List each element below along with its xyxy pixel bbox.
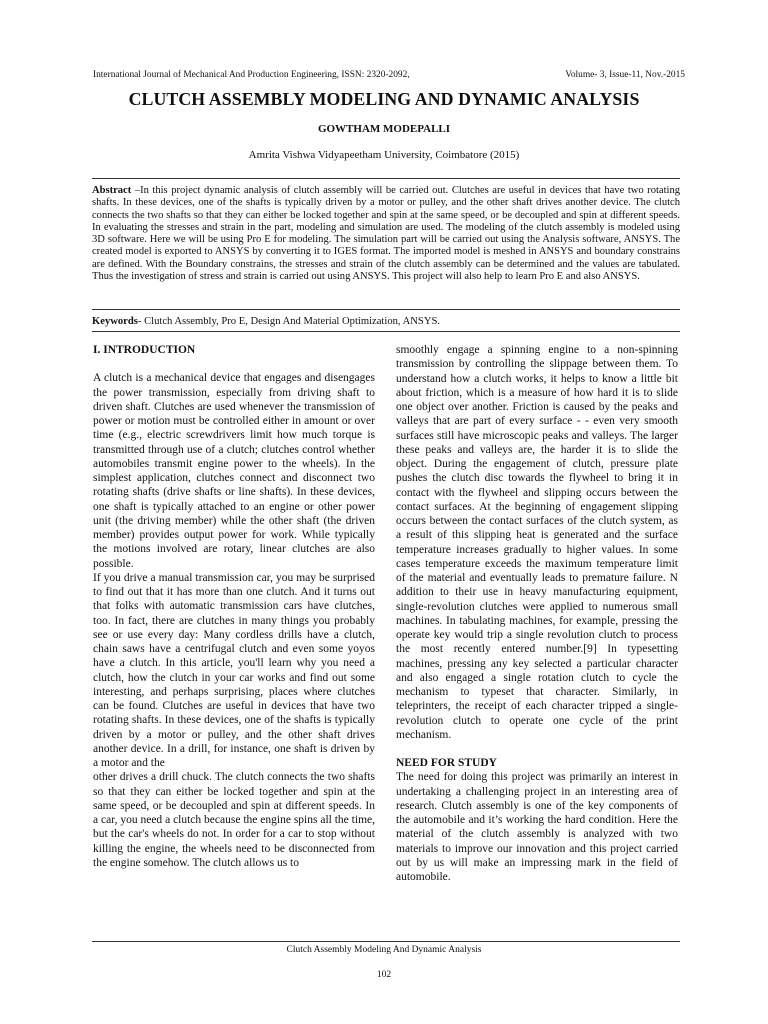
section-heading-need-for-study: NEED FOR STUDY bbox=[396, 757, 497, 769]
paper-author: GOWTHAM MODEPALLI bbox=[317, 123, 451, 135]
abstract-text: –In this project dynamic analysis of clutch assembly will be carried out. Clutches are useful in devices that have two rotating shafts. In these devices, one of the shafts is typically driven by a motor or pulley, and the other shaft drives another device. The clutch connects the two shafts so that they can either be locked together and spin at the same speed, or be decoupled and spin at different speeds. In evaluating the stresses and strain in the part, modeling and simulation are used. The modeling of the clutch assembly is modeled using 3D software. Here we will be using Pro E for modeling. The simulation part will be carried out using the Analysis software, ANSYS. The created model is exported to ANSYS by converting it to IGES format. The imported model is meshed in ANSYS and boundary constrains are defined. With the Boundary constrains, the stresses and strain of the clutch assembly can be determined and the values are tabulated. Thus the investigation of stress and strain is carried out using ANSYS. This project will also help to learn Pro E and also ANSYS. bbox=[92, 185, 680, 283]
page-number: 102 bbox=[376, 970, 392, 980]
keywords-bottom-rule bbox=[92, 331, 680, 332]
abstract-top-rule bbox=[92, 178, 680, 179]
keywords-text: - Clutch Assembly, Pro E, Design And Material Optimization, ANSYS. bbox=[137, 316, 441, 327]
keywords-label: Keywords bbox=[92, 316, 138, 327]
keywords bbox=[92, 316, 680, 327]
keywords-top-rule bbox=[92, 309, 680, 310]
abstract-label: Abstract bbox=[92, 185, 132, 196]
paper-title: CLUTCH ASSEMBLY MODELING AND DYNAMIC ANALYSIS bbox=[128, 89, 640, 109]
intro-paragraph-3: other drives a drill chuck. The clutch connects the two shafts so that they can either be locked together and spin at the same speed, or be decoupled and spin at different speeds. In a car, you need a clutch because the engine spins all the time, but the car's wheels do not. In order for a car to stop without killing the engine, the wheels need to be disconnected from the engine somehow. The clutch allows us to bbox=[93, 771, 375, 869]
need-paragraph: The need for doing this project was primarily an interest in undertaking a challenging project in an interesting area of research. Clutch assembly is one of the key components of the automobile and it’s working the hard condition. Here the material of the clutch assembly is analyzed with two materials to improve our innovation and this project carried out by us will make an impressing mark in the field of automobile. bbox=[396, 771, 678, 883]
footer-title: Clutch Assembly Modeling And Dynamic Analysis bbox=[286, 945, 482, 955]
intro-paragraph-4: smoothly engage a spinning engine to a non-spinning transmission by controlling the slippage between them. To understand how a clutch works, it helps to know a little bit about friction, which is a measure of how hard it is to slide one object over another. Friction is caused by the peaks and valleys that are part of every surface - - even very smooth surfaces still have microscopic peaks and valleys. The larger these peaks and valleys are, the harder it is to slide the object. During the engagement of clutch, pressure plate pushes the clutch disc towards the flywheel to bring it in contact with the flywheel and slipping occurs between the contact surfaces. At the beginning of engagement slipping occurs between the contact surfaces of the clutch system, as a result of this slipping heat is generated and the surface temperature increases gradually to higher values. In some cases temperature exceeds the maximum temperature limit of the material and eventually leads to premature failure. N addition to their use in heavy manufacturing equipment, single-revolution clutches were applied to numerous small machines. In tabulating machines, for example, pressing the operate key would trip a single revolution clutch to process the most recently entered number.[9] In typesetting machines, pressing any key selected a particular character and also engaged a single rotation clutch to cycle the mechanism to typeset that character. Similarly, in teleprinters, the receipt of each character tripped a single-revolution clutch to operate one cycle of the print mechanism. bbox=[396, 344, 678, 741]
section-heading-introduction: I. INTRODUCTION bbox=[93, 344, 196, 356]
journal-name: International Journal of Mechanical And Production Engineering, ISSN: 2320-2092, bbox=[93, 70, 410, 80]
left-column bbox=[93, 343, 375, 870]
author-affiliation: Amrita Vishwa Vidyapeetham University, Coimbatore (2015) bbox=[248, 149, 520, 161]
journal-header bbox=[93, 70, 685, 80]
journal-volume: Volume- 3, Issue-11, Nov.-2015 bbox=[565, 70, 685, 80]
right-column bbox=[396, 343, 678, 884]
abstract bbox=[92, 185, 680, 283]
intro-paragraph-2: If you drive a manual transmission car, you may be surprised to find out that it has more than one clutch. And it turns out that folks with automatic transmission cars have clutches, too. In fact, there are clutches in many things you probably see or use every day: Many cordless drills have a clutch, chain saws have a centrifugal clutch and even some yoyos have a clutch. In this article, you'll learn why you need a clutch, how the clutch in your car works and find out some interesting, and perhaps surprising, places where clutches can be found. Clutches are useful in devices that have two rotating shafts. In these devices, one of the shafts is typically driven by a motor or pulley, and the other shaft drives another device. In a drill, for instance, one shaft is driven by a motor and the bbox=[93, 571, 375, 769]
intro-paragraph-1: A clutch is a mechanical device that engages and disengages the power transmission, especially from driving shaft to driven shaft. Clutches are used whenever the transmission of power or motion must be controlled either in amount or over time (e.g., electric screwdrivers limit how much torque is transmitted through use of a clutch; clutches control whether automobiles transmit engine power to the wheels). In the simplest application, clutches connect and disconnect two rotating shafts (drive shafts or line shafts). In these devices, one shaft is typically attached to an engine or other power unit (the driving member) while the other shaft (the driven member) provides output power for work. While typically the motions involved are rotary, linear clutches are also possible. bbox=[93, 372, 375, 570]
footer-rule bbox=[92, 941, 680, 942]
